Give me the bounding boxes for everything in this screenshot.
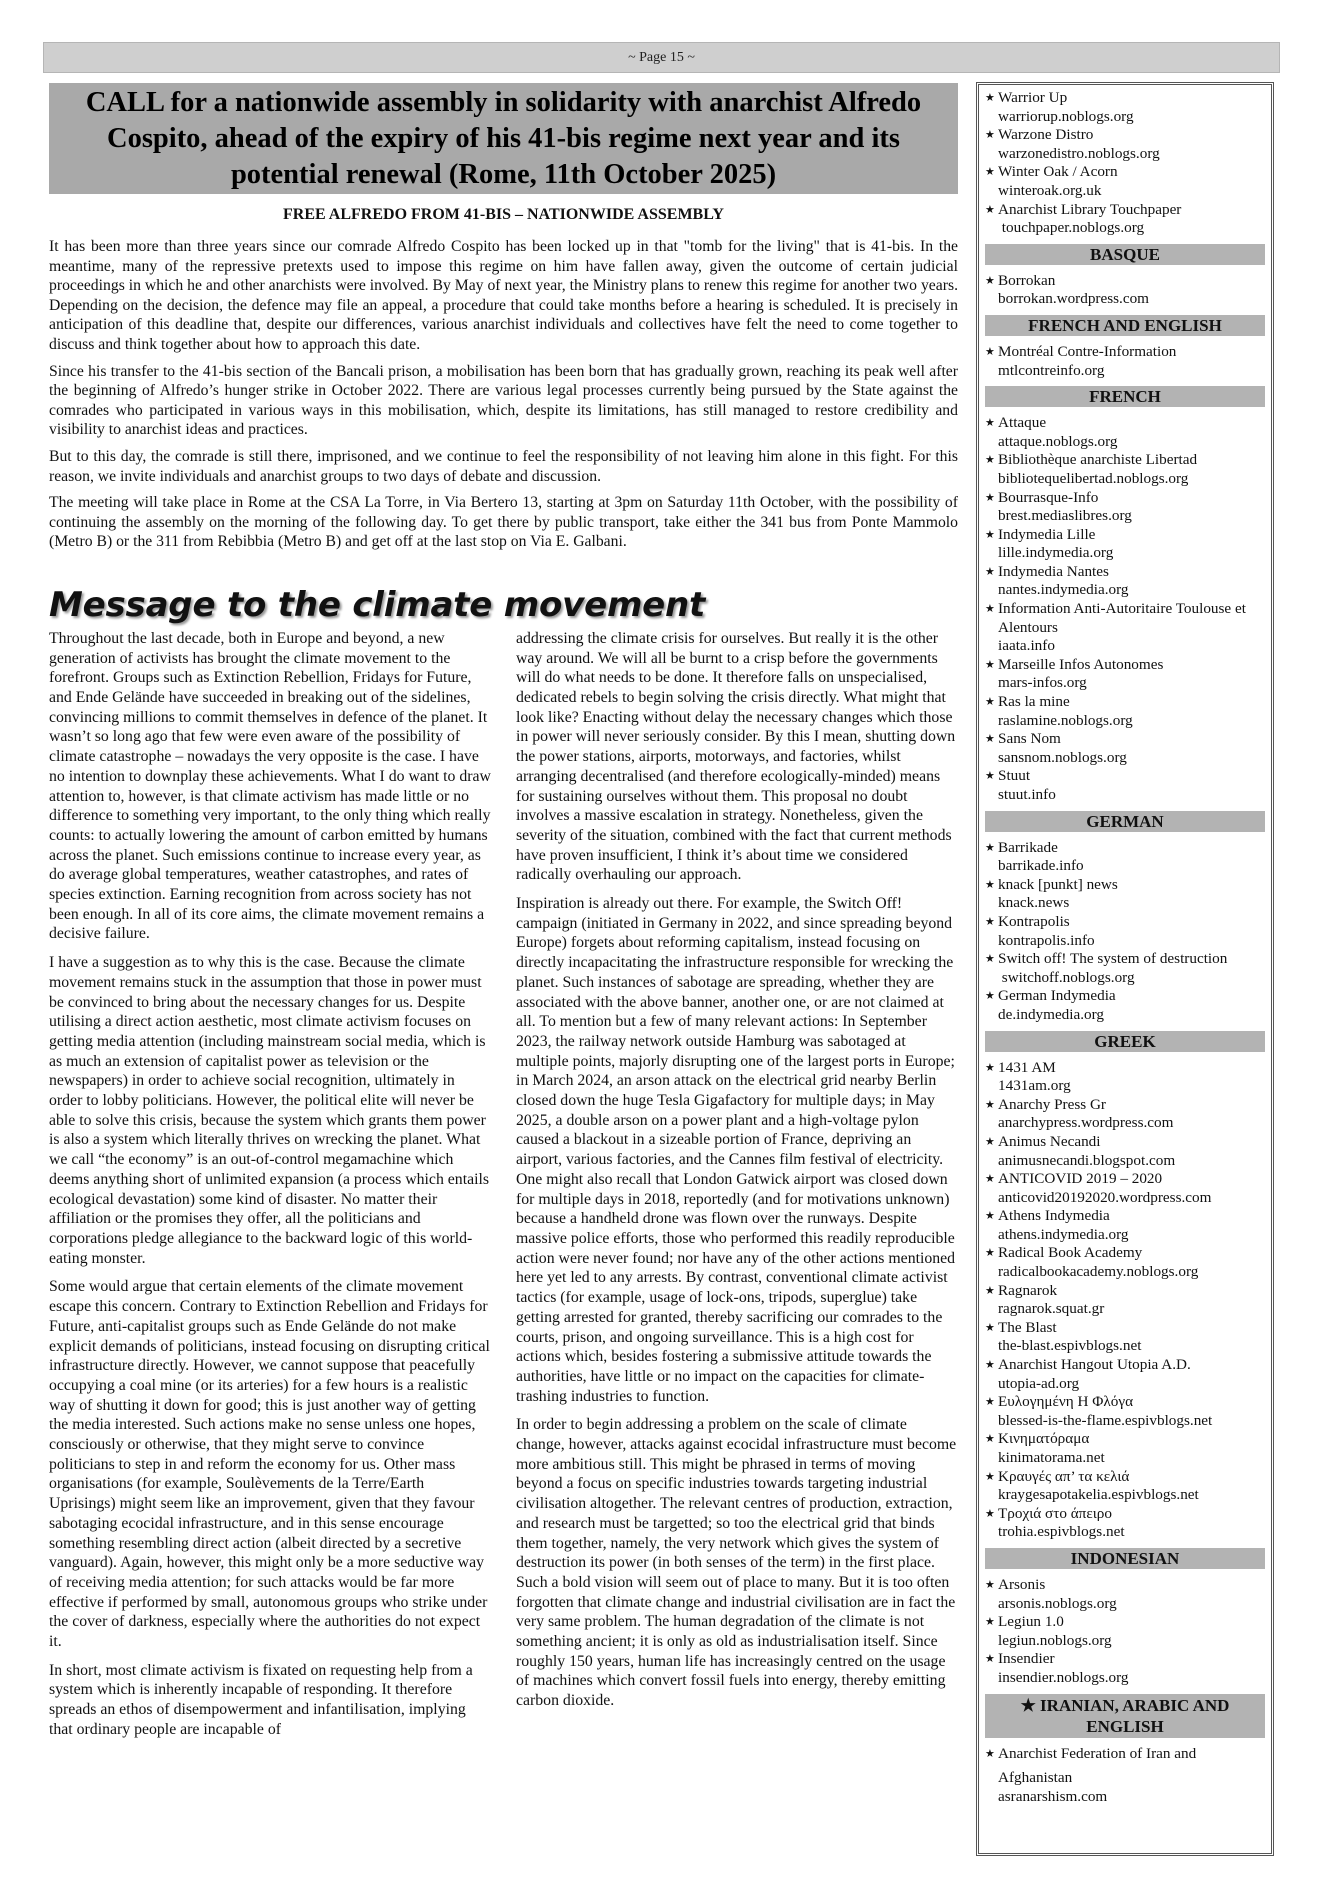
sidebar-link-item[interactable]: [985, 1244, 1265, 1281]
sidebar-link-list: [985, 414, 1265, 804]
sidebar-link-url[interactable]: the-blast.espivblogs.net: [998, 1337, 1142, 1355]
sidebar-link-url[interactable]: brest.mediaslibres.org: [998, 507, 1132, 525]
sidebar-link-name: Marseille Infos Autonomes: [998, 655, 1164, 673]
sidebar-link-url[interactable]: insendier.noblogs.org: [998, 1668, 1129, 1686]
sidebar-link-url[interactable]: ragnarok.squat.gr: [998, 1300, 1105, 1318]
sidebar-link-item[interactable]: [985, 1133, 1265, 1170]
sidebar-link-item[interactable]: [985, 1319, 1265, 1356]
sidebar-link-name: Warzone Distro: [998, 126, 1094, 144]
star-bullet-icon: ★: [985, 1173, 995, 1186]
sidebar-link-item[interactable]: [985, 451, 1265, 488]
sidebar-link-name: German Indymedia: [998, 987, 1116, 1005]
star-bullet-icon: ★: [985, 1284, 995, 1297]
sidebar-link-name: Τροχιά στο άπειρο: [998, 1504, 1112, 1522]
sidebar-link-item[interactable]: [985, 489, 1265, 526]
star-bullet-icon: ★: [985, 990, 995, 1003]
call-article-title: CALL for a nationwide assembly in solidarity with anarchist Alfredo Cospito, ahead of the expiry of his 41-bis regime next year and its potential renewal (Rome, 11th October 2025): [49, 83, 958, 194]
sidebar-link-list: [985, 1059, 1265, 1542]
sidebar-trailing: [985, 1769, 1265, 1806]
sidebar-link-item[interactable]: [985, 1745, 1265, 1764]
sidebar-link-name: Stuut: [998, 767, 1031, 785]
sidebar-link-list: [985, 839, 1265, 1025]
climate-paragraph: In order to begin addressing a problem on the scale of climate change, however, attacks against ecocidal infrastructure must become more ambitious still. This might be phrased in terms of moving beyond a focus on specific industries towards targeting industrial civilisation altogether. The relevant centres of production, extraction, and research must be targetted; so too the electrical grid that binds them together, namely, the very network which gives the system of destruction its power (in both senses of the term) in the first place. Such a bold vision will seem out of place to many. But it is too often forgotten that climate change and industrial civilisation are in fact the very same problem. The human degradation of the climate is not something ancient; it is only as old as industrialisation itself. Since roughly 150 years, human life has increasingly centred on the usage of machines which convert fossil fuels into energy, thereby emitting carbon dioxide.: [516, 1416, 957, 1710]
star-bullet-icon: ★: [985, 1470, 995, 1483]
star-bullet-icon: ★: [985, 1747, 995, 1760]
sidebar-link-url[interactable]: bibliotequelibertad.noblogs.org: [998, 469, 1189, 487]
star-bullet-icon: ★: [985, 166, 995, 179]
star-bullet-icon: ★: [985, 696, 995, 709]
sidebar-link-item[interactable]: [985, 950, 1265, 987]
sidebar-link-item[interactable]: [985, 1356, 1265, 1393]
sidebar-link-item[interactable]: [985, 839, 1265, 876]
sidebar-link-item[interactable]: [985, 201, 1265, 238]
sidebar-link-name: Legiun 1.0: [998, 1613, 1064, 1631]
star-bullet-icon: ★: [985, 1210, 995, 1223]
sidebar-link-name: Athens Indymedia: [998, 1207, 1110, 1225]
sidebar-link-url[interactable]: sansnom.noblogs.org: [998, 748, 1127, 766]
sidebar-link-name: Barrikade: [998, 838, 1058, 856]
sidebar-link-item[interactable]: [985, 272, 1265, 309]
sidebar-link-url[interactable]: arsonis.noblogs.org: [998, 1594, 1117, 1612]
sidebar-link-name: Attaque: [998, 414, 1047, 432]
sidebar-link-item[interactable]: [985, 1207, 1265, 1244]
sidebar-link-item[interactable]: [985, 414, 1265, 451]
sidebar-link-name: Indymedia Lille: [998, 525, 1096, 543]
climate-paragraph: Throughout the last decade, both in Europe and beyond, a new generation of activists has brought the climate movement to the forefront. Groups such as Extinction Rebellion, Fridays for Future, and Ende Gelände have succeeded in breaking out of the sidelines, convincing millions to commit themselves in defence of the planet. It wasn’t so long ago that few were even aware of the possibility of climate catastrophe – nowadays the very opposite is the case. I have no intention to downplay these achievements. What I do want to draw attention to, however, is that climate activism has made little or no difference to something very important, to the only thing which really counts: to actually lowering the amount of carbon emitted by humans across the planet. Such emissions continue to increase every year, as do average global temperatures, weather catastrophes, and rates of species extinction. Earning recognition from across society has not been enough. In all of its core aims, the climate movement remains a decisive failure.: [49, 629, 491, 943]
sidebar-link-item[interactable]: [985, 1430, 1265, 1467]
climate-article-title: Message to the climate movement: [49, 584, 706, 625]
sidebar-link-url[interactable]: attaque.noblogs.org: [998, 432, 1118, 450]
sidebar-link-url[interactable]: athens.indymedia.org: [998, 1225, 1129, 1243]
sidebar-trailing-line: Afghanistan: [998, 1769, 1073, 1787]
sidebar-link-item[interactable]: [985, 89, 1265, 126]
sidebar-link-url[interactable]: warriorup.noblogs.org: [998, 107, 1134, 125]
star-bullet-icon: ★: [985, 953, 995, 966]
star-bullet-icon: ★: [985, 454, 995, 467]
sidebar-section-heading: FRENCH AND ENGLISH: [985, 315, 1265, 336]
sidebar-link-item[interactable]: [985, 163, 1265, 200]
sidebar-link-name: Anarchist Hangout Utopia A.D.: [998, 1356, 1191, 1374]
sidebar-link-name: Animus Necandi: [998, 1132, 1101, 1150]
climate-paragraph: Some would argue that certain elements of the climate movement escape this concern. Contrary to Extinction Rebellion and Fridays for Future, anti-capitalist groups such as Ende Gelände do not make explicit demands of politicians, instead focusing on disrupting critical infrastructure directly. However, we cannot suppose that peacefully occupying a coal mine (or its arteries) for a few hours is a realistic way of shutting it down for good; this is just another way of getting the media interested. Such actions make no sense unless one hopes, consciously or otherwise, that they might serve to convince politicians to step in and reform the economy for us. Other mass organisations (for example, Soulèvements de la Terre/Earth Uprisings) might seem like an improvement, given that they favour sabotaging ecocidal infrastructure, and in this sense encourage something resembling direct action (albeit directed by a secretive vanguard). Again, however, this might only be a more seductive way of receiving media attention; for such attacks would be far more effective if performed by small, autonomous groups who strike under the cover of darkness, especially where the authorities do not expect it.: [49, 1278, 490, 1651]
sidebar-link-name: Ευλογημένη Η Φλόγα: [998, 1393, 1134, 1411]
sidebar-trailing-line: asranarshism.com: [998, 1787, 1108, 1805]
star-bullet-icon: ★: [985, 1135, 995, 1148]
sidebar-link-item[interactable]: [985, 563, 1265, 600]
sidebar-link-item[interactable]: [985, 1576, 1265, 1613]
main-content: [49, 83, 958, 1749]
star-bullet-icon: ★: [985, 1061, 995, 1074]
sidebar-link-name: Switch off! The system of destruction: [998, 950, 1228, 968]
sidebar-link-url[interactable]: kraygesapotakelia.espivblogs.net: [998, 1486, 1199, 1504]
sidebar-link-item[interactable]: [985, 343, 1265, 380]
sidebar-link-name: Arsonis: [998, 1575, 1046, 1593]
sidebar-link-name: ANTICOVID 2019 – 2020: [998, 1170, 1163, 1188]
star-bullet-icon: ★: [985, 658, 995, 671]
sidebar-link-list: [985, 89, 1265, 238]
star-bullet-icon: ★: [985, 1359, 995, 1372]
sidebar-link-item[interactable]: [985, 913, 1265, 950]
star-bullet-icon: ★: [985, 1321, 995, 1334]
sidebar-link-item[interactable]: [985, 1613, 1265, 1650]
sidebar-link-name: Ras la mine: [998, 693, 1070, 711]
page-header: [43, 42, 1280, 73]
sidebar-link-list: [985, 343, 1265, 380]
sidebar-link-name: Κραυγές απ’ τα κελιά: [998, 1467, 1130, 1485]
star-bullet-icon: ★: [985, 603, 995, 616]
sidebar-link-url[interactable]: switchoff.noblogs.org: [998, 968, 1135, 986]
sidebar-section-heading: GREEK: [985, 1031, 1265, 1052]
sidebar-link-name: The Blast: [998, 1318, 1057, 1336]
sidebar-link-item[interactable]: [985, 600, 1265, 656]
sidebar-link-name: Sans Nom: [998, 730, 1061, 748]
star-bullet-icon: ★: [985, 1098, 995, 1111]
sidebar-link-item[interactable]: [985, 526, 1265, 563]
sidebar-link-url[interactable]: raslamine.noblogs.org: [998, 711, 1133, 729]
star-bullet-icon: ★: [985, 129, 995, 142]
star-bullet-icon: ★: [985, 417, 995, 430]
sidebar-link-url[interactable]: knack.news: [998, 894, 1070, 912]
sidebar-link-list: [985, 272, 1265, 309]
sidebar-link-name: Warrior Up: [998, 89, 1068, 106]
climate-paragraph: addressing the climate crisis for ourselves. But really it is the other way around. We will all be burnt to a crisp before the governments will do what needs to be done. It therefore falls on unspecialised, dedicated rebels to begin solving the crisis directly. What might that look like? Enacting without delay the necessary changes which those in power will never seriously consider. By this I mean, shutting down the power stations, airports, motorways, and factories, whilst arranging decentralised (and therefore ecologically-minded) means for sustaining ourselves without them. This proposal no doubt involves a massive escalation in strategy. Nonetheless, given the severity of the situation, combined with the fact that current methods have proven insufficient, I think it’s about time we considered radically overhauling our approach.: [516, 629, 956, 884]
sidebar-link-item[interactable]: [985, 1650, 1265, 1687]
sidebar-link-name: knack [punkt] news: [998, 875, 1118, 893]
sidebar-link-item[interactable]: [985, 693, 1265, 730]
sidebar-link-item[interactable]: [985, 1170, 1265, 1207]
sidebar-link-name: Insendier: [998, 1650, 1055, 1668]
sidebar-link-name: Anarchist Federation of Iran and: [998, 1744, 1197, 1762]
sidebar-section-heading: GERMAN: [985, 811, 1265, 832]
star-bullet-icon: ★: [985, 565, 995, 578]
sidebar-section-heading: INDONESIAN: [985, 1548, 1265, 1569]
climate-right-column: [516, 629, 958, 1749]
sidebar-link-item[interactable]: [985, 987, 1265, 1024]
sidebar-link-item[interactable]: [985, 1282, 1265, 1319]
sidebar-link-url[interactable]: barrikade.info: [998, 857, 1084, 875]
sidebar-link-name: Montréal Contre-Information: [998, 342, 1177, 360]
star-bullet-icon: ★: [985, 345, 995, 358]
sidebar-link-url[interactable]: anarchypress.wordpress.com: [998, 1114, 1174, 1132]
sidebar-link-url[interactable]: touchpaper.noblogs.org: [998, 219, 1145, 237]
sidebar-link-name: Bourrasque-Info: [998, 488, 1099, 506]
sidebar-link-url[interactable]: mtlcontreinfo.org: [998, 361, 1105, 379]
star-bullet-icon: ★: [985, 92, 995, 104]
sidebar-link-name: Ragnarok: [998, 1281, 1058, 1299]
star-bullet-icon: ★: [985, 841, 995, 854]
sidebar-link-name: Borrokan: [998, 271, 1056, 289]
sidebar-link-url[interactable]: nantes.indymedia.org: [998, 581, 1129, 599]
sidebar-link-url[interactable]: legiun.noblogs.org: [998, 1631, 1112, 1649]
climate-left-column: [49, 629, 491, 1749]
call-paragraph: It has been more than three years since our comrade Alfredo Cospito has been locked up in that "tomb for the living" that is 41-bis. In the meantime, many of the repressive pretexts used to impose this regime on him have fallen away, given the outcome of certain judicial proceedings in which he and other anarchists were involved. By May of next year, the Ministry plans to renew this regime for another two years. Depending on the decision, the defence may file an appeal, a procedure that could take months before a hearing is scheduled. It is precisely in anticipation of this deadline that, despite our differences, various anarchist individuals and collectives have felt the need to come together to discuss and think together about how to approach this date.: [49, 238, 958, 353]
sidebar-link-name: 1431 AM: [998, 1058, 1056, 1076]
sidebar-link-name: Winter Oak / Acorn: [998, 163, 1118, 181]
star-bullet-icon: ★: [985, 878, 995, 891]
sidebar-link-item[interactable]: [985, 876, 1265, 913]
call-paragraph: The meeting will take place in Rome at the CSA La Torre, in Via Bertero 13, starting at 3pm on Saturday 11th October, with the possibility of continuing the assembly on the morning of the following day. To get there by public transport, take either the 341 bus from Ponte Mammolo (Metro B) or the 311 from Rebibbia (Metro B) and get off at the last stop on Via E. Galbani.: [49, 494, 958, 551]
climate-article-columns: [49, 629, 958, 1749]
sidebar-link-item[interactable]: [985, 126, 1265, 163]
star-bullet-icon: ★: [985, 1578, 995, 1591]
star-bullet-icon: ★: [985, 1247, 995, 1260]
climate-paragraph: I have a suggestion as to why this is the case. Because the climate movement remains stuck in the assumption that those in power must be convinced to bring about the necessary changes for us. Despite utilising a direct action aesthetic, most climate activism focuses on getting media attention (including mainstream social media, which is as much an extension of capitalist power as television or the newspapers) in order to achieve social recognition, ultimately in order to lobby politicians. However, the political elite will never be able to solve this crisis, because the system which grants them power is also a system which literally thrives on wrecking the planet. What we call “the economy” is an out-of-control megamachine which deems anything short of unlimited expansion (a process which entails ecological devastation) some kind of disaster. No matter their affiliation or the promises they offer, all the politicians and corporations pledge allegiance to the backward logic of this world-eating monster.: [49, 954, 490, 1267]
sidebar-link-name: Anarchist Library Touchpaper: [998, 200, 1182, 218]
sidebar-link-url[interactable]: borrokan.wordpress.com: [998, 290, 1149, 308]
star-bullet-icon: ★: [985, 528, 995, 541]
sidebar-link-item[interactable]: [985, 1096, 1265, 1133]
climate-paragraph: In short, most climate activism is fixated on requesting help from a system which is inherently incapable of responding. It therefore spreads an ethos of disempowerment and infantilisation, implying that ordinary people are incapable of: [49, 1661, 473, 1738]
sidebar-link-name: Anarchy Press Gr: [998, 1095, 1106, 1113]
sidebar-link-item[interactable]: [985, 1505, 1265, 1542]
sidebar-link-url[interactable]: kinimatorama.net: [998, 1449, 1105, 1466]
sidebar-link-url[interactable]: stuut.info: [998, 786, 1056, 803]
links-sidebar: [976, 82, 1274, 1856]
sidebar-link-item[interactable]: [985, 730, 1265, 767]
sidebar-link-url[interactable]: warzonedistro.noblogs.org: [998, 144, 1160, 162]
star-bullet-icon: ★: [985, 770, 995, 783]
climate-paragraph: Inspiration is already out there. For example, the Switch Off! campaign (initiated in Germany in 2022, and since spreading beyond Europe) forgets about reforming capitalism, instead focusing on directly incapacitating the infrastructure responsible for wrecking the planet. Such instances of sabotage are spreading, whether they are associated with the above banner, another one, or are not claimed at all. To mention but a few of many relevant actions: In September 2023, the railway network outside Hamburg was sabotaged at multiple points, majorly disrupting one of the largest ports in Europe; in March 2024, an arson attack on the electrical grid nearby Berlin closed down the huge Tesla Gigafactory for multiple days; in May 2025, a double arson on a power plant and a high-voltage pylon caused a blackout in a sizeable portion of France, depriving an airport, various factories, and the Cannes film festival of electricity. One might also recall that London Gatwick airport was closed down for multiple days in 2018, reportedly (and for motivations unknown) because a handheld drone was flown over the runways. Despite massive police efforts, those who performed this readily reproducible action were never found; nor have any of the other actions mentioned here yet led to any arrests. By contrast, conventional climate activist tactics (for example, usage of lock-ons, tripods, superglue) take getting arrested for granted, thereby sacrificing our comrades to the courts, prison, and ongoing surveillance. This is a high cost for actions which, besides fostering a submissive attitude towards the authorities, have little or no impact on the capacities for climate-trashing industries to function.: [516, 895, 956, 1405]
sidebar-link-item[interactable]: [985, 1393, 1265, 1430]
star-bullet-icon: ★: [985, 1616, 995, 1629]
star-bullet-icon: ★: [985, 1396, 995, 1409]
sidebar-link-list: [985, 1745, 1265, 1764]
sidebar-link-item[interactable]: [985, 656, 1265, 693]
sidebar-link-name: Κινηματόραμα: [998, 1430, 1090, 1448]
sidebar-link-url[interactable]: trohia.espivblogs.net: [998, 1523, 1125, 1541]
sidebar-link-url[interactable]: blessed-is-the-flame.espivblogs.net: [998, 1411, 1213, 1429]
page-number: ~ Page 15 ~: [628, 50, 695, 65]
sidebar-link-url[interactable]: kontrapolis.info: [998, 931, 1095, 949]
star-bullet-icon: ★: [985, 1653, 995, 1666]
star-bullet-icon: ★: [985, 915, 995, 928]
sidebar-link-url[interactable]: animusnecandi.blogspot.com: [998, 1151, 1176, 1169]
sidebar-link-url[interactable]: iaata.info: [998, 637, 1055, 655]
call-article-body: [49, 237, 958, 552]
sidebar-link-url[interactable]: anticovid20192020.wordpress.com: [998, 1188, 1212, 1206]
sidebar-link-name: Bibliothèque anarchiste Libertad: [998, 451, 1198, 469]
sidebar-link-name: Kontrapolis: [998, 912, 1070, 930]
star-bullet-icon: ★: [985, 491, 995, 504]
sidebar-link-url[interactable]: mars-infos.org: [998, 674, 1087, 692]
star-bullet-icon: ★: [985, 274, 995, 287]
sidebar-link-url[interactable]: lille.indymedia.org: [998, 544, 1114, 562]
sidebar-section-heading: FRENCH: [985, 386, 1265, 407]
sidebar-link-item[interactable]: [985, 767, 1265, 804]
sidebar-link-url[interactable]: winteroak.org.uk: [998, 181, 1102, 199]
sidebar-link-url[interactable]: 1431am.org: [998, 1077, 1071, 1095]
call-paragraph: But to this day, the comrade is still there, imprisoned, and we continue to feel the responsibility of not leaving him alone in this fight. For this reason, we invite individuals and anarchist groups to two days of debate and discussion.: [49, 447, 958, 485]
star-bullet-icon: ★: [985, 1507, 995, 1520]
sidebar-link-item[interactable]: [985, 1468, 1265, 1505]
call-paragraph: Since his transfer to the 41-bis section of the Bancali prison, a mobilisation has been born that has gradually grown, reaching its peak well after the beginning of Alfredo’s hunger strike in October 2022. There are various legal processes currently being pursued by the State against the comrades who participated in various ways in this mobilisation, which, despite its limitations, has still managed to restore credibility and visibility to anarchist ideas and practices.: [49, 362, 958, 439]
sidebar-section-heading: ★ IRANIAN, ARABIC AND ENGLISH: [985, 1694, 1265, 1738]
star-bullet-icon: ★: [985, 1433, 995, 1446]
sidebar-section-heading: BASQUE: [985, 244, 1265, 265]
sidebar-link-url[interactable]: radicalbookacademy.noblogs.org: [998, 1263, 1199, 1281]
sidebar-link-name: Radical Book Academy: [998, 1244, 1143, 1262]
sidebar-link-item[interactable]: [985, 1059, 1265, 1096]
sidebar-link-name: Indymedia Nantes: [998, 562, 1109, 580]
sidebar-content: [985, 89, 1265, 1763]
call-article-subtitle: FREE ALFREDO FROM 41-BIS – NATIONWIDE ASSEMBLY: [283, 206, 724, 223]
sidebar-link-url[interactable]: de.indymedia.org: [998, 1005, 1105, 1023]
sidebar-link-list: [985, 1576, 1265, 1688]
star-bullet-icon: ★: [985, 203, 995, 216]
sidebar-link-url[interactable]: utopia-ad.org: [998, 1374, 1080, 1392]
sidebar-link-name: Information Anti-Autoritaire Toulouse et Alentours: [998, 600, 1246, 636]
star-bullet-icon: ★: [985, 733, 995, 746]
